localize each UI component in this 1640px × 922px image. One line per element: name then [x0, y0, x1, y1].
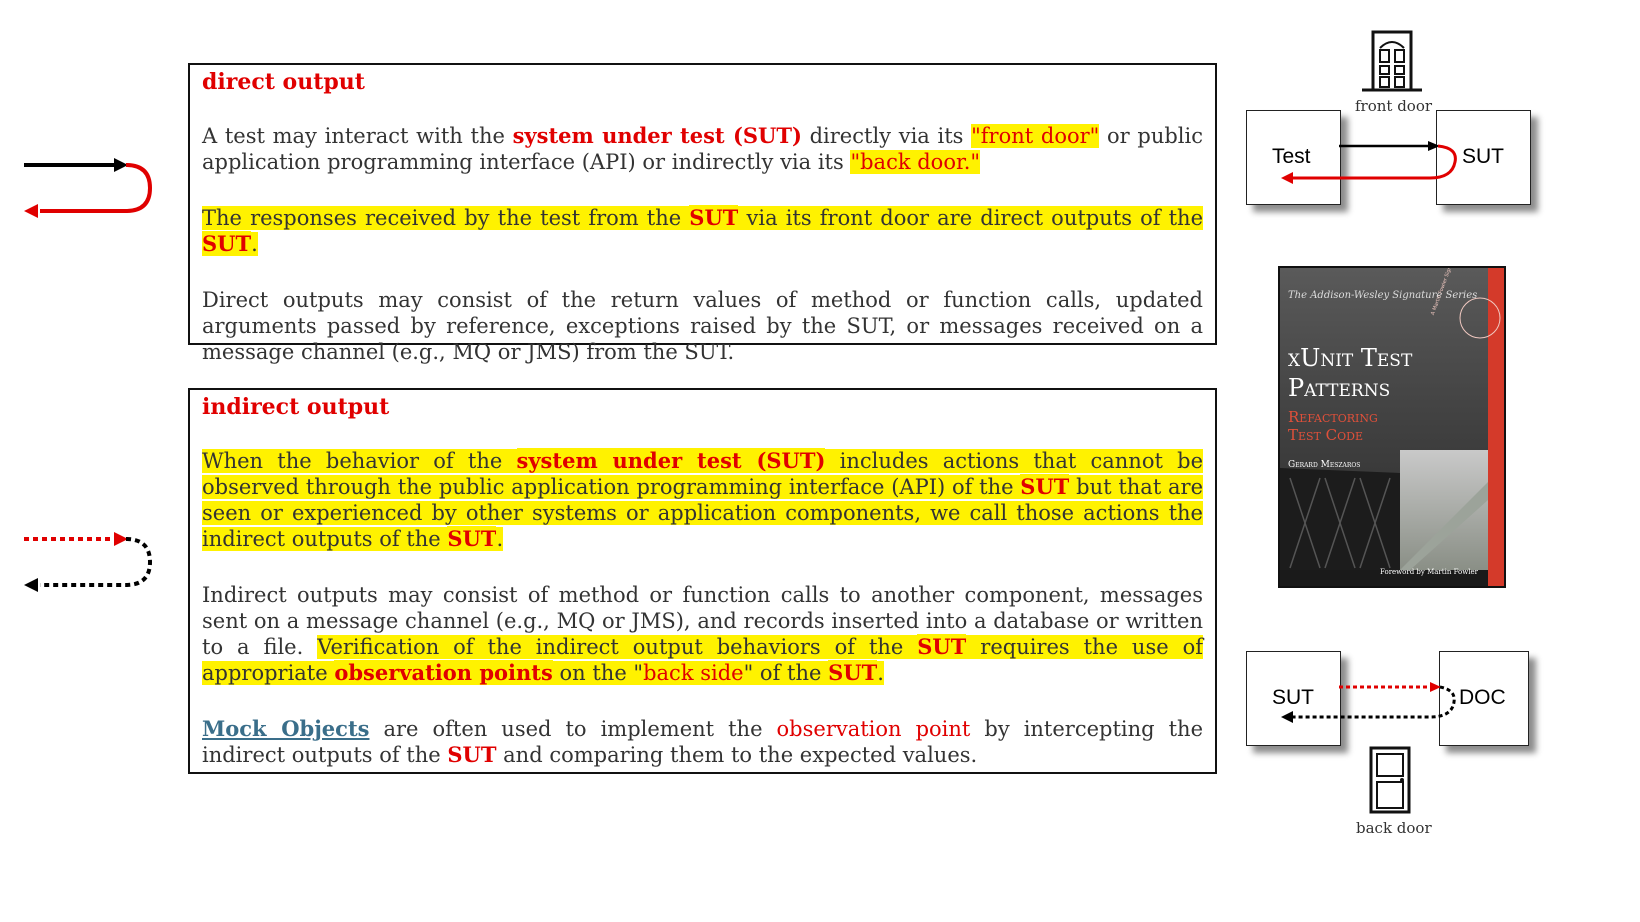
book-foreword: Foreword by Martin Fowler [1380, 568, 1478, 576]
back-door-label: back door [1356, 819, 1432, 837]
sut-label-bottom: SUT [1272, 686, 1314, 709]
book-title-line2: Patterns [1288, 374, 1391, 402]
indirect-output-paragraph-2: Indirect outputs may consist of method or function calls to another component, messages sent on a message channel (e.g., MQ or JMS), and records inserted into a database or written to a file. Verification of the indirect output behaviors of the SUT requires the use of appropriate observation points on the "back side" of the SUT. [202, 583, 1203, 685]
direct-output-paragraph-3: Direct outputs may consist of the return values of method or function calls, updated arguments passed by reference, exceptions raised by the SUT, or messages received on a message channel (e.g., MQ or JMS) from the SUT. [202, 288, 1203, 364]
indirect-output-box [188, 388, 1217, 774]
indirect-output-title: indirect output [202, 394, 390, 420]
indirect-output-paragraph-1: When the behavior of the system under test (SUT) includes actions that cannot be observed through the public application programming interface (API) of the SUT but that are seen or experienced by other systems or application components, we call those actions the indirect outputs of the SUT. [202, 448, 1204, 551]
mock-objects-link[interactable]: Mock Objects [202, 716, 370, 741]
test-label: Test [1272, 145, 1311, 168]
book-title-line1: xUnit Test [1288, 344, 1413, 372]
book-subtitle-line2: Test Code [1288, 426, 1364, 444]
direct-output-title: direct output [202, 69, 365, 95]
front-door-icon [1360, 28, 1424, 94]
direct-output-paragraph-1: A test may interact with the system under test (SUT) directly via its "front door" or public application programming interface (API) or indirectly via its "back door." [202, 123, 1203, 174]
xunit-book-cover [1278, 266, 1506, 588]
doc-label: DOC [1459, 686, 1506, 709]
indirect-output-arrow-icon [22, 527, 162, 607]
book-author: Gerard Meszaros [1288, 460, 1361, 470]
sut-label-top: SUT [1462, 145, 1504, 168]
indirect-output-flow-arrow [1280, 680, 1460, 730]
direct-output-paragraph-2: The responses received by the test from the SUT via its front door are direct outputs of the SUT. [202, 205, 1203, 256]
back-door-icon [1369, 746, 1413, 816]
book-subtitle-line1: Refactoring [1288, 408, 1378, 426]
direct-output-box [188, 63, 1217, 364]
front-door-label: front door [1355, 97, 1433, 115]
book-series: The Addison-Wesley Signature Series [1288, 290, 1478, 301]
direct-output-arrow-icon [22, 150, 162, 230]
indirect-output-paragraph-3: Mock Objects are often used to implement the observation point by intercepting the indirect outputs of the SUT and comparing them to the expected values. [202, 716, 1203, 767]
direct-output-flow-arrow [1280, 138, 1460, 188]
